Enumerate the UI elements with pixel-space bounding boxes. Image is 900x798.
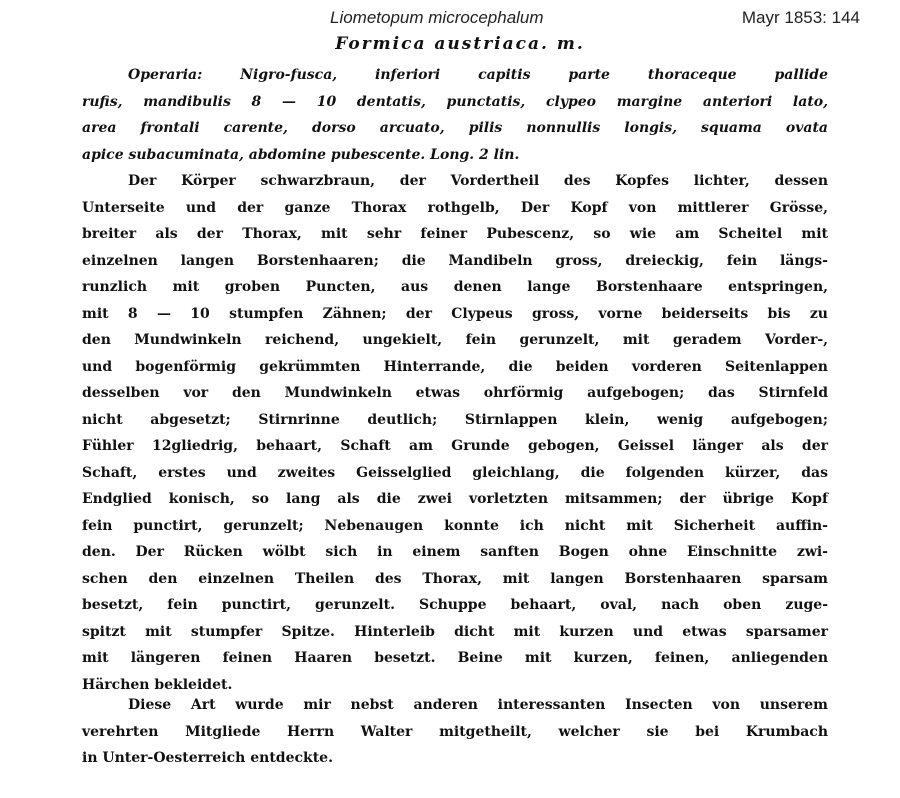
diagnosis-paragraph [82, 62, 828, 168]
text-line: fein punctirt, gerunzelt; Nebenaugen konnte ich nicht mit Sicherheit auffin- [82, 517, 828, 534]
text-line: den Mundwinkeln reichend, ungekielt, fein gerunzelt, mit geradem Vorder-, [82, 332, 828, 348]
citation-reference: Mayr 1853: 144 [741, 8, 860, 27]
article-title: Formica austriaca. m. [335, 34, 585, 54]
text-line: besetzt, fein punctirt, gerunzelt. Schuppe behaart, oval, nach oben zuge- [82, 597, 828, 613]
text-line: area frontali carente, dorso arcuato, pilis nonnullis longis, squama ovata [82, 120, 828, 136]
text-line: Fühler 12gliedrig, behaart, Schaft am Grunde gebogen, Geissel länger als der [82, 438, 828, 454]
text-line: nicht abgesetzt; Stirnrinne deutlich; Stirnlappen klein, wenig aufgebogen; [82, 411, 828, 428]
text-line: schen den einzelnen Theilen des Thorax, mit langen Borstenhaaren sparsam [82, 570, 828, 587]
description-paragraph [82, 168, 828, 698]
text-line: Endglied konisch, so lang als die zwei vorletzten mitsammen; der übrige Kopf [82, 491, 828, 507]
text-line: Operaria: Nigro-fusca, inferiori capitis parte thoraceque pallide [128, 67, 828, 83]
text-line: breiter als der Thorax, mit sehr feiner Pubescenz, so wie am Scheitel mit [82, 226, 828, 242]
text-line: Diese Art wurde mir nebst anderen interessanten Insecten von unserem [128, 697, 828, 713]
text-line: verehrten Mitgliede Herrn Walter mitgetheilt, welcher sie bei Krumbach [82, 723, 828, 740]
species-name-header: Liometopum microcephalum [330, 8, 544, 27]
text-line: und bogenförmig gekrümmten Hinterrande, die beiden vorderen Seitenlappen [82, 358, 828, 375]
text-line: apice subacuminata, abdomine pubescente. Long. 2 lin. [82, 146, 520, 163]
text-line: Unterseite und der ganze Thorax rothgelb, Der Kopf von mittlerer Grösse, [82, 199, 828, 216]
text-line: Härchen bekleidet. [82, 676, 233, 693]
text-line: in Unter-Oesterreich entdeckte. [82, 750, 333, 766]
text-line: desselben vor den Mundwinkeln etwas ohrförmig aufgebogen; das Stirnfeld [82, 385, 828, 401]
text-line: einzelnen langen Borstenhaaren; die Mandibeln gross, dreieckig, fein längs- [82, 252, 828, 269]
text-line: spitzt mit stumpfer Spitze. Hinterleib dicht mit kurzen und etwas sparsamer [82, 623, 828, 640]
text-line: rufis, mandibulis 8 — 10 dentatis, punctatis, clypeo margine anteriori lato, [82, 93, 828, 110]
text-line: Schaft, erstes und zweites Geisselglied gleichlang, die folgenden kürzer, das [82, 464, 828, 481]
collection-note-paragraph [82, 692, 828, 772]
text-line: Der Körper schwarzbraun, der Vordertheil des Kopfes lichter, dessen [128, 173, 828, 189]
text-line: runzlich mit groben Puncten, aus denen lange Borstenhaare entspringen, [82, 279, 828, 295]
text-line: den. Der Rücken wölbt sich in einem sanften Bogen ohne Einschnitte zwi- [82, 544, 828, 560]
text-line: mit längeren feinen Haaren besetzt. Beine mit kurzen, feinen, anliegenden [82, 650, 828, 666]
text-line: mit 8 — 10 stumpfen Zähnen; der Clypeus gross, vorne beiderseits bis zu [82, 305, 828, 322]
